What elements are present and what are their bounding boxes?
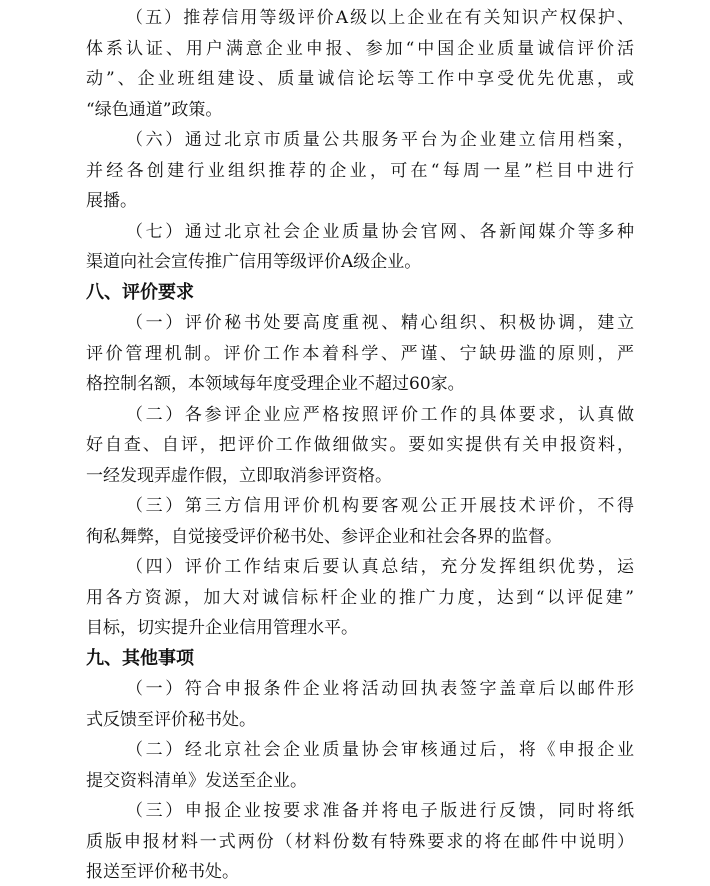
section-8-item-2-line-2: 好自查、自评，把评价工作做细做实。要如实提供有关申报资料， (86, 435, 634, 455)
section-heading-8: 八、评价要求 (86, 281, 194, 303)
section-8-item-4-line-1: （四）评价工作结束后要认真总结，充分发挥组织优势，运 (126, 557, 634, 577)
section-8-item-1-line-3: 格控制名额，本领域每年度受理企业不超过60家。 (86, 374, 465, 394)
section-9-item-1-line-2: 式反馈至评价秘书处。 (86, 709, 256, 730)
paragraph-5-line-3: 动”、企业班组建设、质量诚信论坛等工作中享受优先优惠，或 (86, 69, 634, 89)
section-8-item-4-line-2: 用各方资源，加大对诚信标杆企业的推广力度，达到“以评促建” (86, 587, 634, 608)
section-8-item-3-line-2: 徇私舞弊，自觉接受评价秘书处、参评企业和社会各界的监督。 (86, 526, 562, 547)
section-8-item-1-line-1: （一）评价秘书处要高度重视、精心组织、积极协调，建立 (126, 313, 634, 333)
section-9-item-3-line-1: （三）申报企业按要求准备并将电子版进行反馈，同时将纸 (126, 801, 634, 821)
paragraph-6-line-3: 展播。 (86, 191, 137, 211)
section-9-item-1-line-1: （一）符合申报条件企业将活动回执表签字盖章后以邮件形 (126, 679, 634, 699)
section-8-item-4-line-3: 目标，切实提升企业信用管理水平。 (86, 618, 358, 638)
section-heading-9: 九、其他事项 (86, 647, 194, 669)
section-9-item-2-line-2: 提交资料清单》发送至企业。 (86, 770, 307, 791)
paragraph-7-line-2: 渠道向社会宣传推广信用等级评价A级企业。 (86, 252, 422, 272)
section-8-item-3-line-1: （三）第三方信用评价机构要客观公正开展技术评价，不得 (126, 496, 634, 516)
paragraph-5-line-4: “绿色通道”政策。 (86, 99, 223, 120)
section-8-item-1-line-2: 评价管理机制。评价工作本着科学、严谨、宁缺毋滥的原则，严 (86, 343, 634, 364)
section-9-item-3-line-3: 报送至评价秘书处。 (86, 862, 239, 882)
section-9-item-3-line-2: 质版申报材料一式两份（材料份数有特殊要求的将在邮件中说明） (86, 831, 634, 852)
paragraph-5-line-1: （五）推荐信用等级评价A级以上企业在有关知识产权保护、 (126, 8, 634, 28)
paragraph-7-line-1: （七）通过北京社会企业质量协会官网、各新闻媒介等多种 (126, 221, 634, 242)
section-8-item-2-line-3: 一经发现弄虚作假，立即取消参评资格。 (86, 465, 392, 486)
section-8-item-2-line-1: （二）各参评企业应严格按照评价工作的具体要求，认真做 (126, 404, 634, 425)
paragraph-6-line-2: 并经各创建行业组织推荐的企业，可在“每周一星”栏目中进行 (86, 160, 634, 181)
paragraph-6-line-1: （六）通过北京市质量公共服务平台为企业建立信用档案， (126, 130, 634, 150)
paragraph-5-line-2: 体系认证、用户满意企业申报、参加“中国企业质量诚信评价活 (86, 38, 634, 59)
section-9-item-2-line-1: （二）经北京社会企业质量协会审核通过后，将《申报企业 (126, 740, 634, 760)
